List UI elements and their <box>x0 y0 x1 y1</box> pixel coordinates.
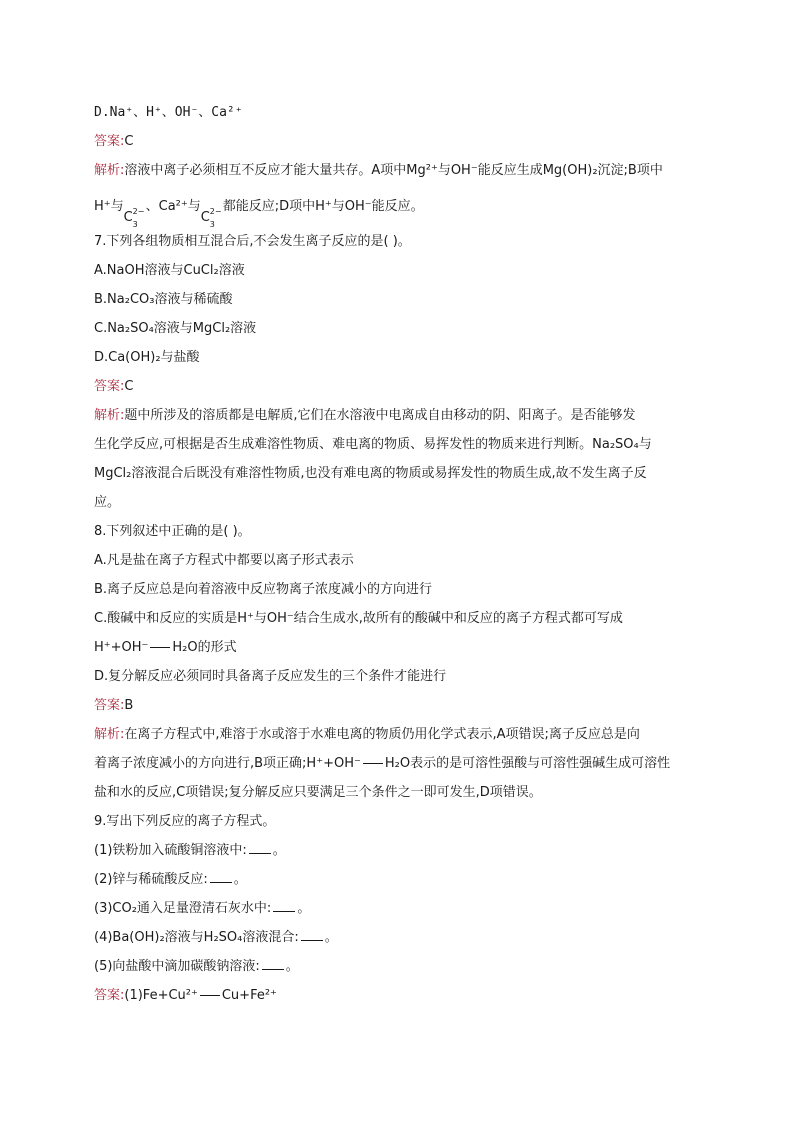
explanation-text: MgCl₂溶液混合后既没有难溶性物质,也没有难电离的物质或易挥发性的物质生成,故不发生离子反 <box>94 466 647 481</box>
question-text: 9.写出下列反应的离子方程式。 <box>94 814 276 829</box>
option-d-q6 <box>94 103 704 132</box>
equation-right: H₂O的形式 <box>172 640 237 655</box>
explanation-q7-line1 <box>94 406 704 435</box>
sub-question-9-3 <box>94 899 704 928</box>
option-text: A.凡是盐在离子方程式中都要以离子形式表示 <box>94 553 354 568</box>
option-c-q8-line1 <box>94 609 704 638</box>
explanation-text: 题中所涉及的溶质都是电解质,它们在水溶液中电离成自由移动的阴、阳离子。是否能够发 <box>124 408 636 423</box>
answer-q8 <box>94 696 704 725</box>
question-9 <box>94 812 704 841</box>
answer-blank[interactable] <box>273 899 295 912</box>
sub-question-text: (3)CO₂通入足量澄清石灰水中: <box>94 901 272 916</box>
answer-q6 <box>94 132 704 161</box>
explanation-q8-line1 <box>94 725 704 754</box>
equation-right: Cu+Fe²⁺ <box>221 988 277 1003</box>
carbonate-ion-formula: C 2− 3 <box>200 206 222 229</box>
equation-left: (1)Fe+Cu²⁺ <box>124 988 198 1003</box>
sub-question-9-4 <box>94 928 704 957</box>
period: 。 <box>272 843 286 858</box>
explanation-q6-line1 <box>94 161 704 190</box>
sub-question-text: (5)向盐酸中滴加碳酸钠溶液: <box>94 959 260 974</box>
explanation-text: 在离子方程式中,难溶于水或溶于水难电离的物质仍用化学式表示,A项错误;离子反应总是向 <box>124 727 640 742</box>
explanation-text: 生化学反应,可根据是否生成难溶性物质、难电离的物质、易挥发性的物质来进行判断。Na₂SO₄与 <box>94 437 652 452</box>
question-text: 8.下列叙述中正确的是( )。 <box>94 524 251 539</box>
option-d-q7 <box>94 348 704 377</box>
sub-question-text: (4)Ba(OH)₂溶液与H₂SO₄溶液混合: <box>94 930 299 945</box>
explanation-text: 都能反应;D项中H⁺与OH⁻能反应。 <box>222 199 424 214</box>
carbonate-ion-formula: C 2− 3 <box>123 206 145 229</box>
equation-sign <box>150 647 170 648</box>
explanation-text: H⁺与 <box>94 199 124 214</box>
explanation-q8-line2 <box>94 754 704 783</box>
answer-blank[interactable] <box>262 957 284 970</box>
explanation-text: 盐和水的反应,C项错误;复分解反应只要满足三个条件之一即可发生,D项错误。 <box>94 785 542 800</box>
option-text: D.Ca(OH)₂与盐酸 <box>94 350 200 365</box>
sub-question-text: (2)锌与稀硫酸反应: <box>94 872 208 887</box>
answer-blank[interactable] <box>301 928 323 941</box>
option-text: C.Na₂SO₄溶液与MgCl₂溶液 <box>94 321 257 336</box>
explanation-label: 解析: <box>94 163 125 178</box>
period: 。 <box>285 959 299 974</box>
explanation-text: 着离子浓度减小的方向进行,B项正确;H⁺+OH⁻ <box>94 756 361 771</box>
answer-label: 答案: <box>94 988 125 1003</box>
option-c-q8-line2 <box>94 638 704 667</box>
sub-question-9-1 <box>94 841 704 870</box>
option-text: D.Na⁺、H⁺、OH⁻、Ca²⁺ <box>94 105 243 120</box>
option-text: D.复分解反应必须同时具备离子反应发生的三个条件才能进行 <box>94 669 447 684</box>
option-text: B.离子反应总是向着溶液中反应物离子浓度减小的方向进行 <box>94 582 433 597</box>
equation-left: H⁺+OH⁻ <box>94 640 149 655</box>
sub-question-text: (1)铁粉加入硫酸铜溶液中: <box>94 843 247 858</box>
period: 。 <box>297 901 311 916</box>
explanation-q7-line2 <box>94 435 704 464</box>
explanation-label: 解析: <box>94 727 125 742</box>
option-text: B.Na₂CO₃溶液与稀硫酸 <box>94 292 233 307</box>
option-c-q7 <box>94 319 704 348</box>
answer-blank[interactable] <box>249 841 271 854</box>
explanation-text: 应。 <box>94 495 121 510</box>
period: 。 <box>233 872 247 887</box>
sub-question-9-2 <box>94 870 704 899</box>
sub-question-9-5 <box>94 957 704 986</box>
option-b-q8 <box>94 580 704 609</box>
option-text: A.NaOH溶液与CuCl₂溶液 <box>94 263 245 278</box>
answer-value: C <box>124 134 134 149</box>
equation-sign <box>200 995 220 996</box>
explanation-text: 溶液中离子必须相互不反应才能大量共存。A项中Mg²⁺与OH⁻能反应生成Mg(OH)₂沉淀;B项中 <box>124 163 663 178</box>
answer-value: B <box>124 698 134 713</box>
explanation-q7-line3 <box>94 464 704 493</box>
question-8 <box>94 522 704 551</box>
question-text: 7.下列各组物质相互混合后,不会发生离子反应的是( )。 <box>94 234 411 249</box>
explanation-text: H₂O表示的是可溶性强酸与可溶性强碱生成可溶性 <box>384 756 671 771</box>
equation-sign <box>363 763 383 764</box>
explanation-q8-line3 <box>94 783 704 812</box>
answer-value: C <box>124 379 134 394</box>
question-7 <box>94 232 704 261</box>
option-a-q8 <box>94 551 704 580</box>
answer-q7 <box>94 377 704 406</box>
option-text: C.酸碱中和反应的实质是H⁺与OH⁻结合生成水,故所有的酸碱中和反应的离子方程式都可写成 <box>94 611 623 626</box>
option-b-q7 <box>94 290 704 319</box>
explanation-q7-line4 <box>94 493 704 522</box>
option-d-q8 <box>94 667 704 696</box>
option-a-q7 <box>94 261 704 290</box>
explanation-label: 解析: <box>94 408 125 423</box>
document-content <box>94 103 704 1015</box>
answer-blank[interactable] <box>210 870 232 883</box>
answer-label: 答案: <box>94 698 125 713</box>
answer-label: 答案: <box>94 134 125 149</box>
explanation-q6-line2 <box>94 190 704 232</box>
explanation-text: 、Ca²⁺与 <box>145 199 201 214</box>
answer-q9 <box>94 986 704 1015</box>
period: 。 <box>324 930 338 945</box>
answer-label: 答案: <box>94 379 125 394</box>
